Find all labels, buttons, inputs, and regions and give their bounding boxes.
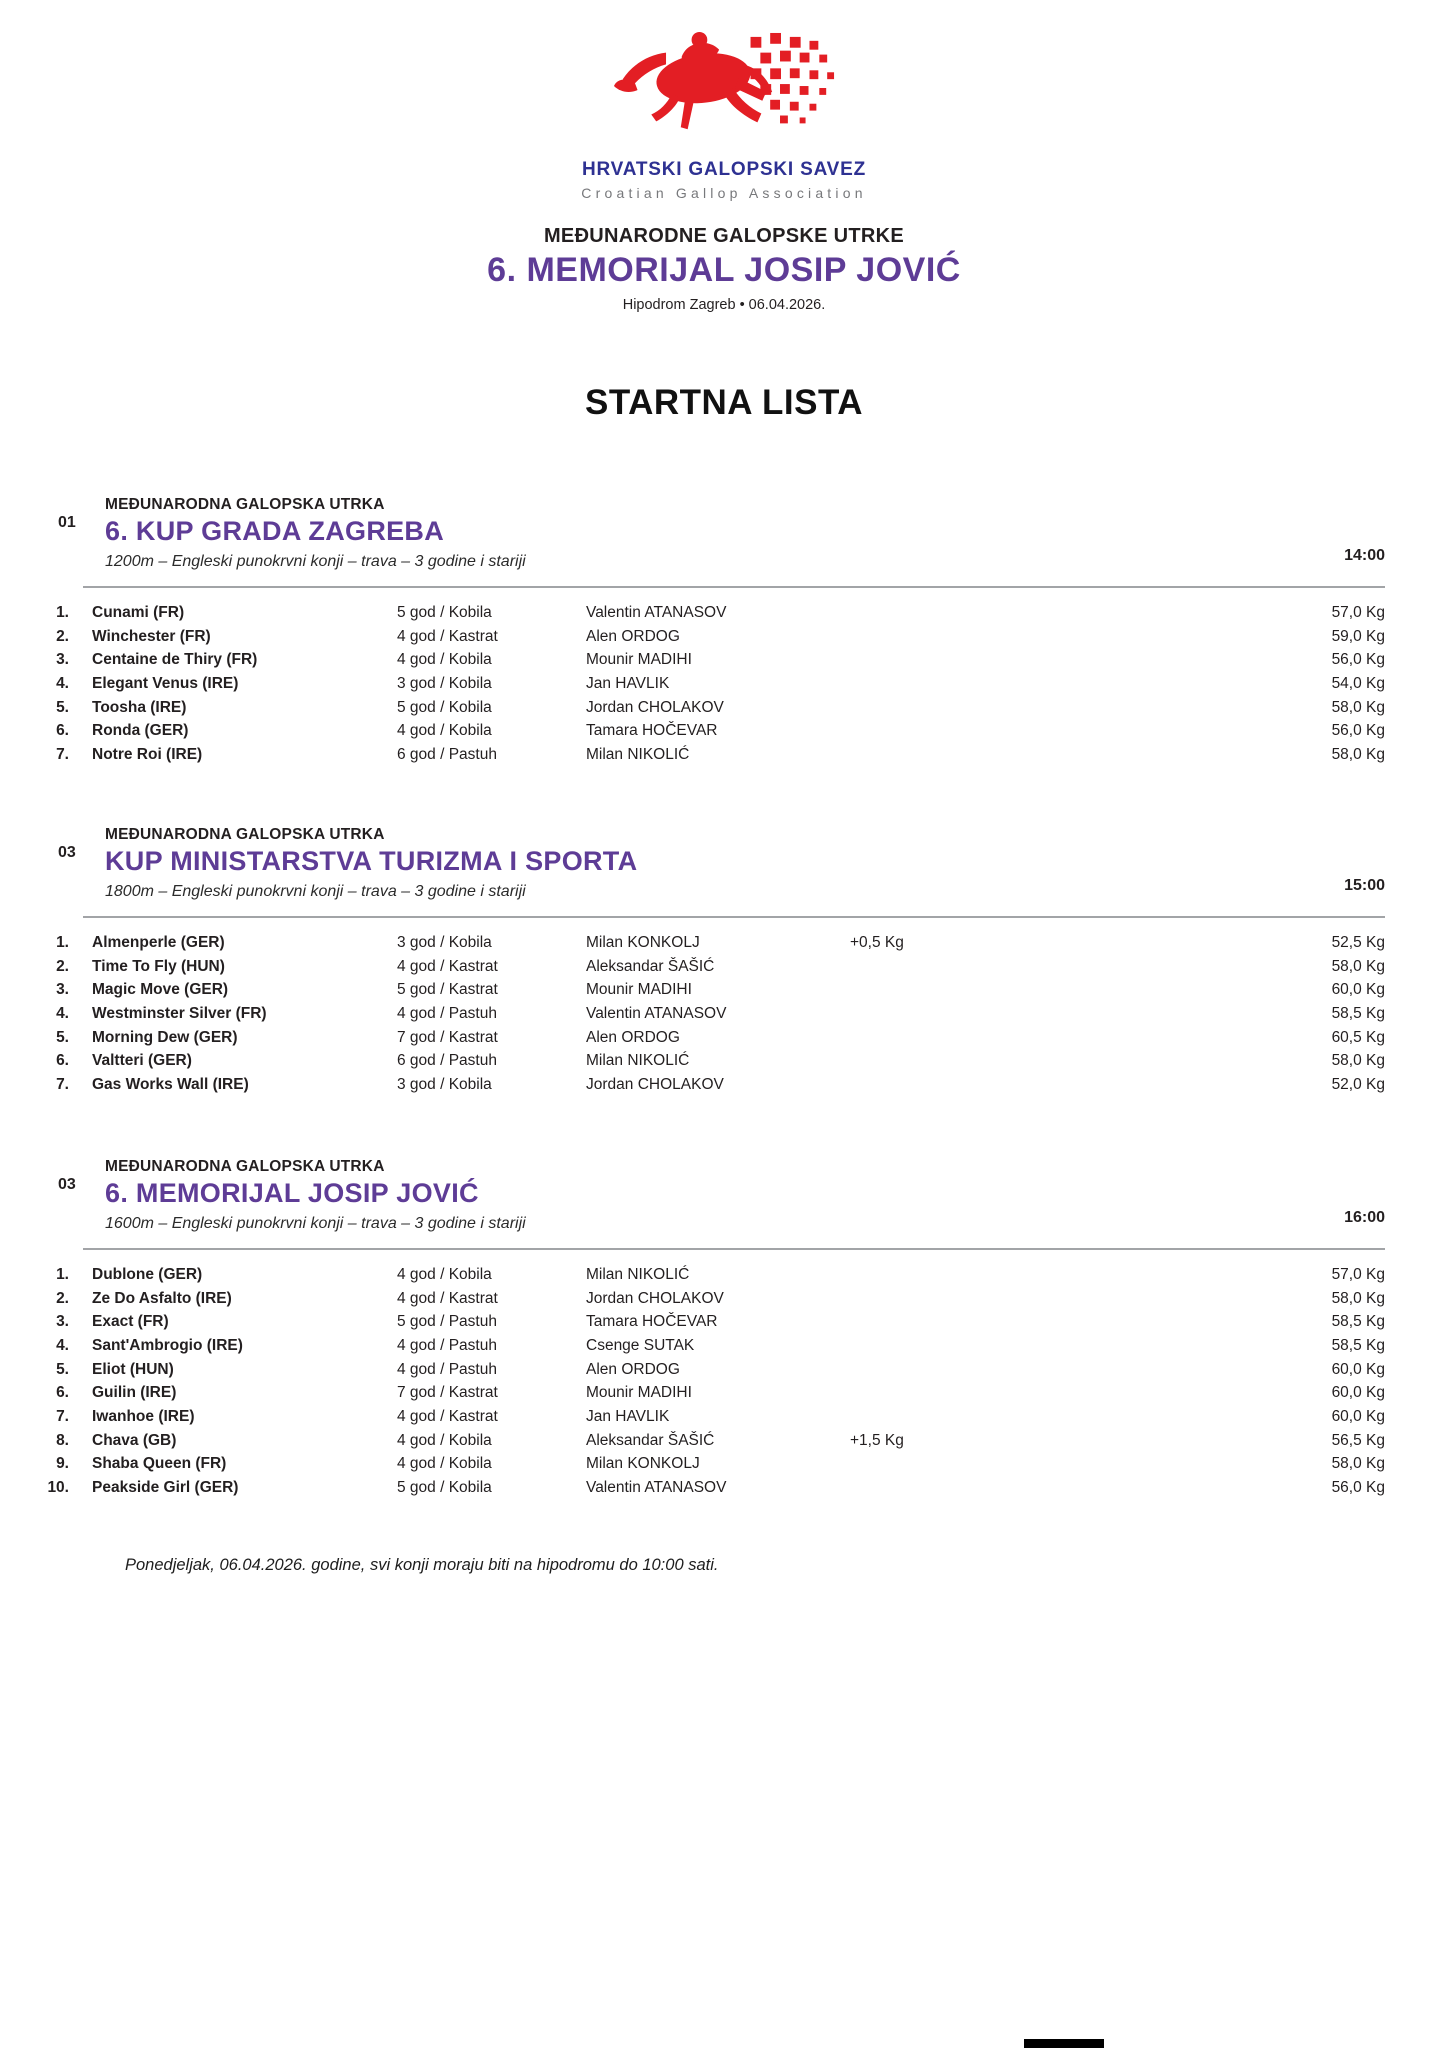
carried-weight: 58,0 Kg — [1331, 698, 1385, 716]
table-row — [44, 672, 1385, 696]
page-title: STARTNA LISTA — [584, 383, 864, 422]
carried-weight: 60,0 Kg — [1331, 981, 1385, 999]
age-sex: 4 god / Kobila — [397, 1431, 492, 1449]
age-sex: 5 god / Kobila — [397, 1479, 492, 1497]
age-sex: 4 god / Kastrat — [397, 1289, 498, 1307]
jockey-name: Valentin ATANASOV — [586, 603, 727, 621]
entry-number: 4. — [56, 1004, 69, 1022]
divider — [83, 1248, 1385, 1250]
carried-weight: 58,0 Kg — [1331, 1289, 1385, 1307]
age-sex: 5 god / Kobila — [397, 603, 492, 621]
jockey-name: Jordan CHOLAKOV — [586, 1075, 724, 1093]
carried-weight: 57,0 Kg — [1331, 1265, 1385, 1283]
jockey-name: Mounir MADIHI — [586, 1384, 692, 1402]
event-title: 6. MEMORIJAL JOSIP JOVIĆ — [487, 251, 961, 289]
horse-name: Sant'Ambrogio (IRE) — [92, 1336, 243, 1354]
horse-name: Elegant Venus (IRE) — [92, 674, 239, 692]
horse-name: Peakside Girl (GER) — [92, 1479, 239, 1497]
race-number: 03 — [58, 844, 76, 861]
entry-number: 6. — [56, 722, 69, 740]
jockey-name: Mounir MADIHI — [586, 651, 692, 669]
carried-weight: 58,0 Kg — [1331, 1052, 1385, 1070]
race-header — [105, 490, 1385, 572]
jockey-name: Alen ORDOG — [586, 627, 680, 645]
carried-weight: 58,5 Kg — [1331, 1313, 1385, 1331]
table-row — [44, 1026, 1385, 1050]
jockey-name: Jordan CHOLAKOV — [586, 698, 724, 716]
page-edge-mark — [1024, 2039, 1104, 2048]
horse-name: Eliot (HUN) — [92, 1360, 174, 1378]
horse-name: Ze Do Asfalto (IRE) — [92, 1289, 232, 1307]
table-row — [44, 978, 1385, 1002]
race-title: 6. KUP GRADA ZAGREBA — [105, 516, 445, 546]
jockey-name: Jan HAVLIK — [586, 1407, 670, 1425]
race-header — [105, 1152, 1385, 1234]
document-header — [0, 26, 1448, 313]
age-sex: 5 god / Kastrat — [397, 981, 498, 999]
age-sex: 6 god / Pastuh — [397, 745, 497, 763]
entry-number: 3. — [56, 651, 69, 669]
carried-weight: 56,0 Kg — [1331, 1479, 1385, 1497]
age-sex: 4 god / Pastuh — [397, 1360, 497, 1378]
race-start-time: 14:00 — [1344, 547, 1385, 564]
age-sex: 4 god / Kastrat — [397, 957, 498, 975]
table-row — [44, 648, 1385, 672]
table-row — [44, 719, 1385, 743]
entry-number: 5. — [56, 698, 69, 716]
age-sex: 4 god / Kastrat — [397, 627, 498, 645]
table-row — [44, 696, 1385, 720]
horse-name: Ronda (GER) — [92, 722, 189, 740]
carried-weight: 60,0 Kg — [1331, 1384, 1385, 1402]
table-row — [44, 1263, 1385, 1287]
horse-name: Shaba Queen (FR) — [92, 1455, 227, 1473]
race-conditions: 1200m – Engleski punokrvni konji – trava – 3 godine i stariji — [105, 553, 526, 570]
horse-name: Iwanhoe (IRE) — [92, 1407, 195, 1425]
horse-logo-icon — [611, 26, 837, 150]
entry-number: 3. — [56, 981, 69, 999]
age-sex: 3 god / Kobila — [397, 1075, 492, 1093]
entry-number: 2. — [56, 957, 69, 975]
carried-weight: 60,0 Kg — [1331, 1407, 1385, 1425]
entry-number: 2. — [56, 1289, 69, 1307]
jockey-name: Valentin ATANASOV — [586, 1479, 727, 1497]
race-start-time: 16:00 — [1344, 1209, 1385, 1226]
race-conditions: 1800m – Engleski punokrvni konji – trava – 3 godine i stariji — [105, 883, 526, 900]
jockey-name: Alen ORDOG — [586, 1360, 680, 1378]
entry-number: 1. — [56, 603, 69, 621]
horse-name: Almenperle (GER) — [92, 933, 225, 951]
table-row — [44, 955, 1385, 979]
table-row — [44, 743, 1385, 767]
jockey-name: Milan NIKOLIĆ — [586, 745, 690, 763]
jockey-name: Csenge SUTAK — [586, 1336, 695, 1354]
entry-number: 7. — [56, 1407, 69, 1425]
race-title: 6. MEMORIJAL JOSIP JOVIĆ — [105, 1178, 479, 1208]
age-sex: 7 god / Kastrat — [397, 1028, 498, 1046]
carried-weight: 54,0 Kg — [1331, 674, 1385, 692]
table-row — [44, 1453, 1385, 1477]
jockey-name: Valentin ATANASOV — [586, 1004, 727, 1022]
divider — [83, 916, 1385, 918]
association-subtitle: Croatian Gallop Association — [581, 185, 867, 201]
entry-number: 3. — [56, 1313, 69, 1331]
table-row — [44, 601, 1385, 625]
table-row — [44, 1358, 1385, 1382]
race-section-3 — [44, 1152, 1385, 1500]
jockey-name: Milan NIKOLIĆ — [586, 1052, 690, 1070]
age-sex: 6 god / Pastuh — [397, 1052, 497, 1070]
race-section-2 — [44, 820, 1385, 1097]
jockey-name: Milan KONKOLJ — [586, 1455, 700, 1473]
carried-weight: 56,0 Kg — [1331, 651, 1385, 669]
table-row — [44, 1476, 1385, 1500]
entry-number: 2. — [56, 627, 69, 645]
carried-weight: 59,0 Kg — [1331, 627, 1385, 645]
carried-weight: 58,5 Kg — [1331, 1004, 1385, 1022]
entries-table — [44, 601, 1385, 767]
age-sex: 4 god / Pastuh — [397, 1004, 497, 1022]
table-row — [44, 1405, 1385, 1429]
entry-number: 9. — [56, 1455, 69, 1473]
association-name: HRVATSKI GALOPSKI SAVEZ — [581, 159, 867, 180]
extra-weight: +0,5 Kg — [850, 933, 904, 951]
jockey-name: Aleksandar ŠAŠIĆ — [586, 1431, 715, 1449]
table-row — [44, 1381, 1385, 1405]
jockey-name: Tamara HOČEVAR — [586, 1313, 718, 1331]
entry-number: 4. — [56, 1336, 69, 1354]
race-kicker: MEĐUNARODNA GALOPSKA UTRKA — [105, 496, 385, 513]
horse-name: Gas Works Wall (IRE) — [92, 1075, 249, 1093]
horse-name: Valtteri (GER) — [92, 1052, 192, 1070]
age-sex: 3 god / Kobila — [397, 674, 492, 692]
arrival-note: Ponedjeljak, 06.04.2026. godine, svi konji moraju biti na hipodromu do 10:00 sati. — [125, 1556, 719, 1574]
horse-name: Notre Roi (IRE) — [92, 745, 203, 763]
divider — [83, 586, 1385, 588]
jockey-name: Mounir MADIHI — [586, 981, 692, 999]
race-title: KUP MINISTARSTVA TURIZMA I SPORTA — [105, 846, 638, 876]
race-header — [105, 820, 1385, 902]
race-start-time: 15:00 — [1344, 877, 1385, 894]
horse-name: Magic Move (GER) — [92, 981, 229, 999]
horse-name: Cunami (FR) — [92, 603, 185, 621]
age-sex: 4 god / Kastrat — [397, 1407, 498, 1425]
carried-weight: 58,0 Kg — [1331, 957, 1385, 975]
horse-name: Chava (GB) — [92, 1431, 177, 1449]
carried-weight: 52,0 Kg — [1331, 1075, 1385, 1093]
carried-weight: 52,5 Kg — [1331, 933, 1385, 951]
entry-number: 7. — [56, 745, 69, 763]
entry-number: 5. — [56, 1360, 69, 1378]
table-row — [44, 931, 1385, 955]
jockey-name: Milan KONKOLJ — [586, 933, 700, 951]
table-row — [44, 1429, 1385, 1453]
extra-weight: +1,5 Kg — [850, 1431, 904, 1449]
carried-weight: 57,0 Kg — [1331, 603, 1385, 621]
entry-number: 4. — [56, 674, 69, 692]
entry-number: 1. — [56, 1265, 69, 1283]
age-sex: 4 god / Kobila — [397, 651, 492, 669]
horse-name: Guilin (IRE) — [92, 1384, 177, 1402]
horse-name: Time To Fly (HUN) — [92, 957, 225, 975]
horse-name: Dublone (GER) — [92, 1265, 203, 1283]
entries-table — [44, 1263, 1385, 1500]
jockey-name: Jordan CHOLAKOV — [586, 1289, 724, 1307]
jockey-name: Aleksandar ŠAŠIĆ — [586, 957, 715, 975]
age-sex: 4 god / Kobila — [397, 1265, 492, 1283]
race-section-1 — [44, 490, 1385, 767]
entry-number: 10. — [47, 1479, 69, 1497]
jockey-name: Alen ORDOG — [586, 1028, 680, 1046]
age-sex: 3 god / Kobila — [397, 933, 492, 951]
carried-weight: 58,0 Kg — [1331, 1455, 1385, 1473]
horse-name: Winchester (FR) — [92, 627, 211, 645]
table-row — [44, 1049, 1385, 1073]
carried-weight: 58,5 Kg — [1331, 1336, 1385, 1354]
age-sex: 5 god / Kobila — [397, 698, 492, 716]
horse-name: Exact (FR) — [92, 1313, 169, 1331]
race-conditions: 1600m – Engleski punokrvni konji – trava – 3 godine i stariji — [105, 1215, 526, 1232]
age-sex: 4 god / Kobila — [397, 1455, 492, 1473]
event-kicker: MEĐUNARODNE GALOPSKE UTRKE — [543, 225, 905, 247]
horse-name: Toosha (IRE) — [92, 698, 187, 716]
age-sex: 7 god / Kastrat — [397, 1384, 498, 1402]
table-row — [44, 625, 1385, 649]
entry-number: 6. — [56, 1052, 69, 1070]
carried-weight: 56,5 Kg — [1331, 1431, 1385, 1449]
jockey-name: Tamara HOČEVAR — [586, 722, 718, 740]
table-row — [44, 1310, 1385, 1334]
table-row — [44, 1334, 1385, 1358]
horse-name: Westminster Silver (FR) — [92, 1004, 267, 1022]
race-number: 01 — [58, 514, 76, 531]
event-location-date: Hipodrom Zagreb • 06.04.2026. — [622, 297, 826, 313]
entry-number: 6. — [56, 1384, 69, 1402]
age-sex: 4 god / Pastuh — [397, 1336, 497, 1354]
carried-weight: 60,5 Kg — [1331, 1028, 1385, 1046]
table-row — [44, 1002, 1385, 1026]
age-sex: 4 god / Kobila — [397, 722, 492, 740]
horse-name: Centaine de Thiry (FR) — [92, 651, 258, 669]
race-number: 03 — [58, 1176, 76, 1193]
race-kicker: MEĐUNARODNA GALOPSKA UTRKA — [105, 826, 385, 843]
table-row — [44, 1073, 1385, 1097]
entry-number: 8. — [56, 1431, 69, 1449]
horse-name: Morning Dew (GER) — [92, 1028, 238, 1046]
carried-weight: 58,0 Kg — [1331, 745, 1385, 763]
carried-weight: 60,0 Kg — [1331, 1360, 1385, 1378]
age-sex: 5 god / Pastuh — [397, 1313, 497, 1331]
table-row — [44, 1287, 1385, 1311]
jockey-name: Jan HAVLIK — [586, 674, 670, 692]
carried-weight: 56,0 Kg — [1331, 722, 1385, 740]
race-kicker: MEĐUNARODNA GALOPSKA UTRKA — [105, 1158, 385, 1175]
entry-number: 5. — [56, 1028, 69, 1046]
entry-number: 1. — [56, 933, 69, 951]
jockey-name: Milan NIKOLIĆ — [586, 1265, 690, 1283]
entries-table — [44, 931, 1385, 1097]
entry-number: 7. — [56, 1075, 69, 1093]
